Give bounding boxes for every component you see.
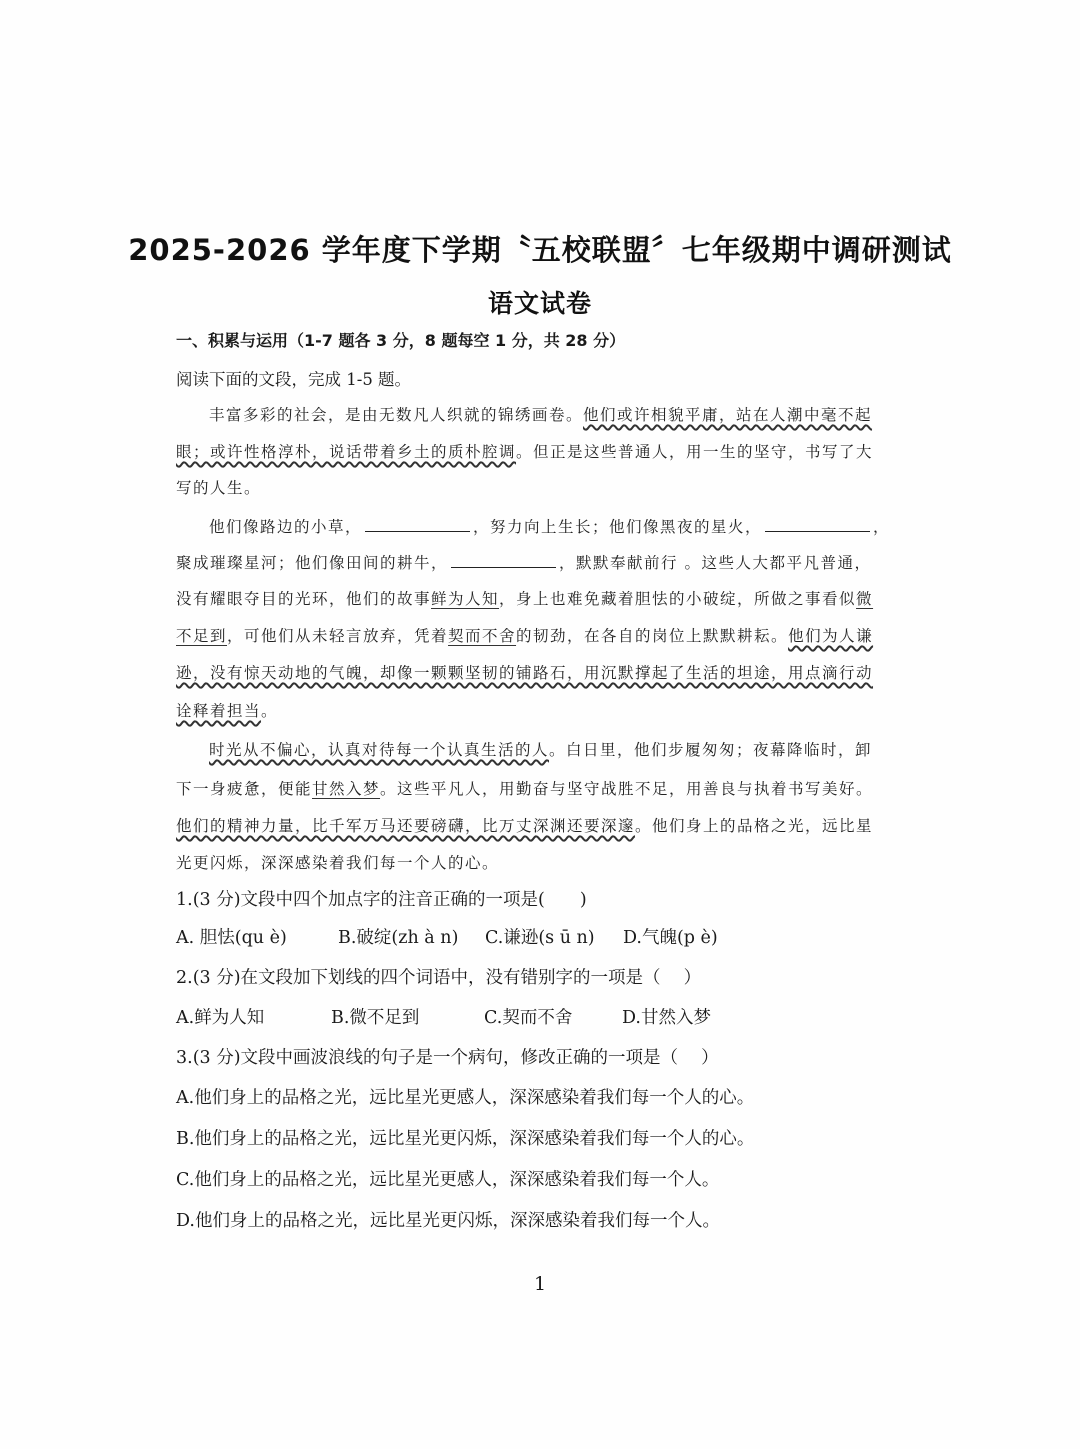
passage-line: 光更闪烁，深深感染着我们每一个人的心。 (176, 854, 500, 872)
passage-line (176, 551, 871, 574)
passage-text: 丰富多彩的社会，是由无数凡人织就的锦绣画卷。 (209, 406, 584, 424)
page-number: 1 (533, 1273, 547, 1295)
exam-subtitle: 语文试卷 (487, 289, 592, 318)
wavy-sentence: 他们或许相貌平庸，站在人潮中毫不起 (583, 406, 873, 424)
question-2-stem: 2.(3 分)在文段加下划线的四个词语中，没有错别字的一项是（ ） (176, 968, 702, 988)
passage-line (176, 778, 873, 800)
passage-line (176, 815, 873, 837)
passage-line (176, 625, 873, 647)
passage-text: 。白日里，他们步履匆匆；夜幕降临时，卸 (549, 741, 873, 759)
underlined-word: 不足到 (176, 627, 228, 645)
underlined-word: 微 (856, 590, 874, 608)
option-c[interactable]: C.契而不舍 (484, 1008, 573, 1028)
passage-line (209, 739, 872, 761)
passage-text: 。但正是这些普通人，用一生的坚守，书写了大 (516, 443, 874, 461)
wavy-sentence: 逊，没有惊天动地的气魄，却像一颗颗坚韧的铺路石，用沉默撑起了生活的坦途，用点滴行动 (176, 664, 874, 682)
passage-text: ，努力向上生长；他们像黑夜的星火， (473, 518, 763, 536)
option-a[interactable]: A.他们身上的品格之光，远比星光更感人，深深感染着我们每一个人的心。 (176, 1088, 755, 1108)
option-c[interactable]: C.他们身上的品格之光，远比星光更感人，深深感染着我们每一个人。 (176, 1170, 720, 1190)
passage-text: 他们像路边的小草， (209, 518, 363, 536)
wavy-sentence: 时光从不偏心，认真对待每一个认真生活的人 (209, 741, 550, 759)
option-d[interactable]: D.甘然入梦 (622, 1008, 711, 1028)
underlined-word: 甘然入梦 (312, 780, 381, 798)
section-instruction: 阅读下面的文段，完成 1-5 题。 (176, 370, 412, 389)
option-b[interactable]: B.破绽(zh à n) (338, 928, 459, 948)
fill-blank[interactable] (365, 515, 470, 532)
passage-text: 聚成璀璨星河；他们像田间的耕牛， (176, 554, 449, 572)
option-d[interactable]: D.气魄(p è) (623, 928, 718, 948)
passage-text: 下一身疲惫，便能 (176, 780, 313, 798)
option-d[interactable]: D.他们身上的品格之光，远比星光更闪烁，深深感染着我们每一个人。 (176, 1211, 720, 1231)
question-1-stem: 1.(3 分)文段中四个加点字的注音正确的一项是( ) (176, 890, 587, 910)
passage-line (209, 515, 890, 538)
passage-text: ，可他们从未轻言放弃，凭着 (227, 627, 449, 645)
passage-text: 。 (261, 702, 279, 720)
option-a[interactable]: A. 胆怯(qu è) (176, 928, 287, 948)
passage-line (176, 441, 873, 463)
wavy-sentence: 他们为人谦 (788, 627, 874, 645)
option-b[interactable]: B.微不足到 (331, 1008, 420, 1028)
passage-text: ，默默奉献前行 。这些人大都平凡普通， (559, 554, 872, 572)
fill-blank[interactable] (451, 551, 556, 568)
question-3-stem: 3.(3 分)文段中画波浪线的句子是一个病句，修改正确的一项是（ ） (176, 1048, 719, 1068)
exam-title: 2025-2026 学年度下学期〝五校联盟〞七年级期中调研测试 (128, 233, 952, 267)
wavy-sentence: 他们的精神力量，比千军万马还要磅礴，比万丈深渊还要深邃 (176, 817, 636, 835)
passage-line (209, 404, 872, 426)
passage-line (176, 700, 278, 722)
passage-text: 的韧劲，在各自的岗位上默默耕耘。 (516, 627, 789, 645)
underlined-word: 契而不舍 (448, 627, 517, 645)
passage-text: 。他们身上的品格之光，远比星 (635, 817, 874, 835)
underlined-word: 鲜为人知 (431, 590, 500, 608)
wavy-sentence: 诠释着担当 (176, 702, 262, 720)
passage-line: 写的人生。 (176, 479, 262, 497)
fill-blank[interactable] (765, 515, 870, 532)
wavy-sentence: 眼；或许性格淳朴，说话带着乡土的质朴腔调 (176, 443, 517, 461)
passage-line (176, 588, 873, 610)
passage-text: 没有耀眼夺目的光环，他们的故事 (176, 590, 432, 608)
passage-text: ，身上也难免藏着胆怯的小破绽，所做之事看似 (499, 590, 857, 608)
option-a[interactable]: A.鲜为人知 (176, 1008, 265, 1028)
option-c[interactable]: C.谦逊(s ū n) (485, 928, 595, 948)
passage-text: 。这些平凡人，用勤奋与坚守战胜不足，用善良与执着书写美好。 (380, 780, 874, 798)
option-b[interactable]: B.他们身上的品格之光，远比星光更闪烁，深深感染着我们每一个人的心。 (176, 1129, 755, 1149)
section-heading: 一、积累与运用（1-7 题各 3 分，8 题每空 1 分，共 28 分） (176, 331, 626, 350)
passage-text: ， (873, 518, 891, 536)
